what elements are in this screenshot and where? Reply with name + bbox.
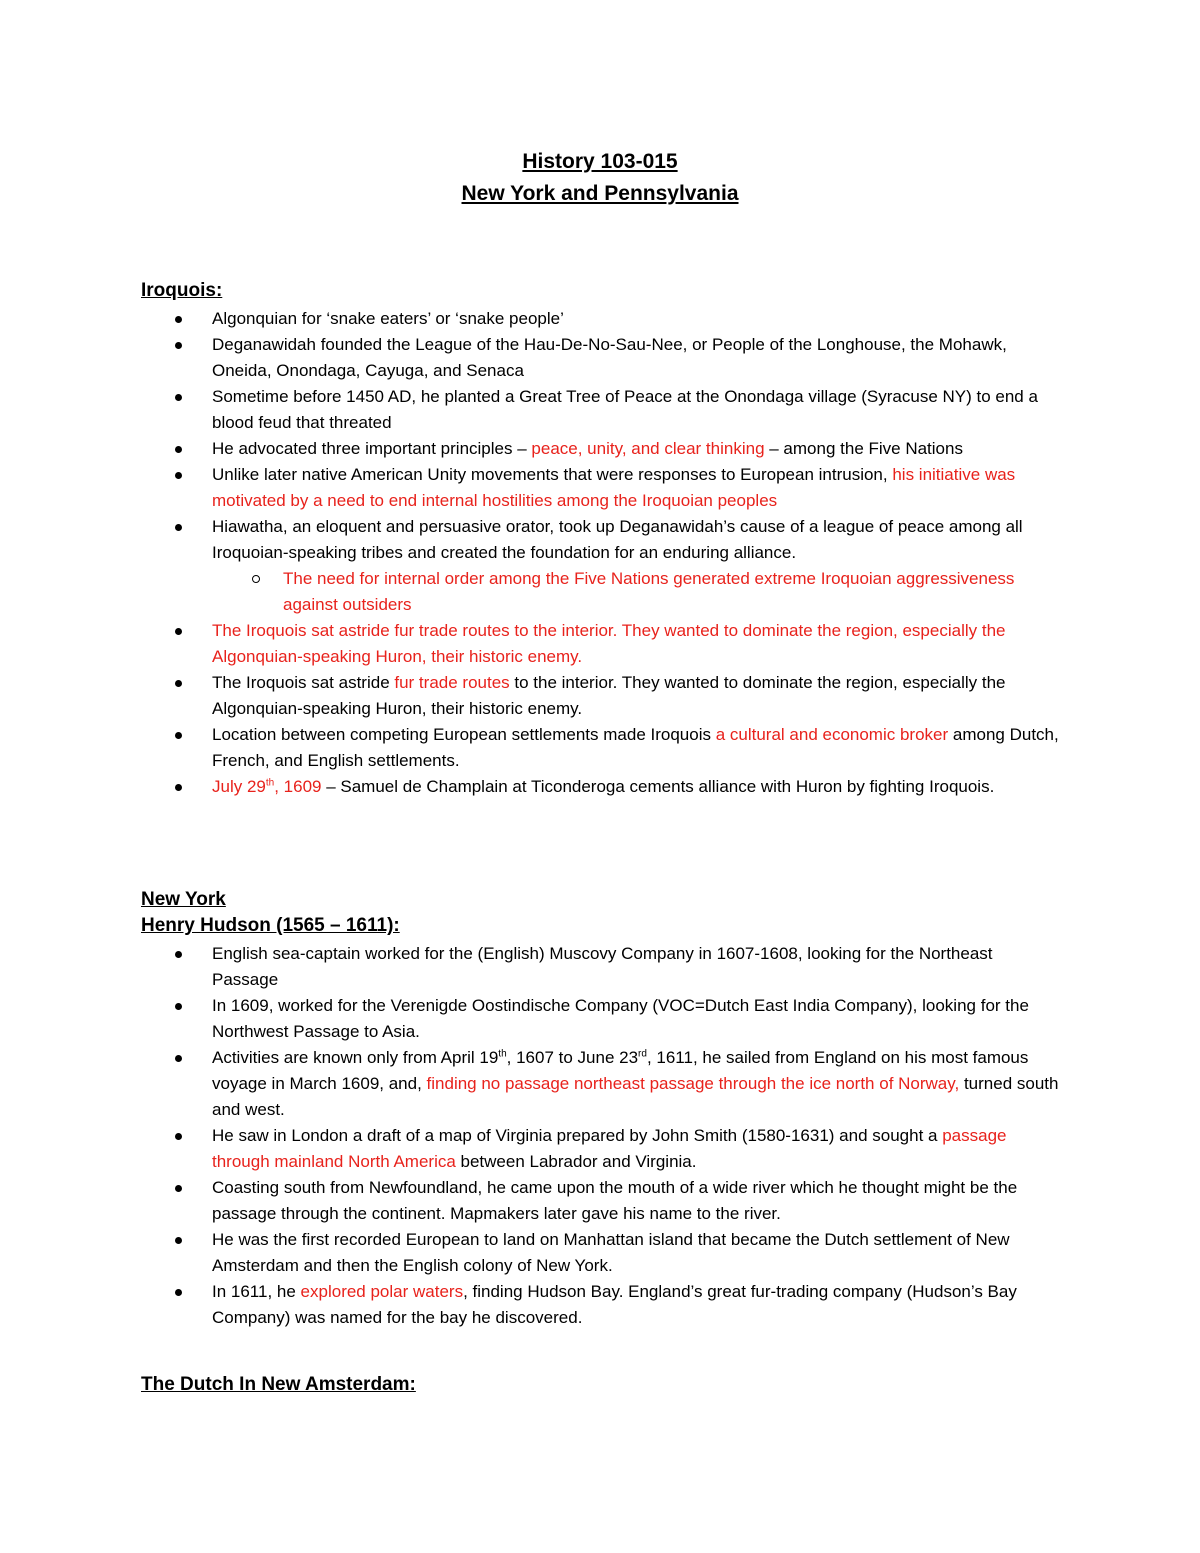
- list-item-text: Algonquian for ‘snake eaters’ or ‘snake people’: [212, 309, 564, 328]
- sub-bullet-icon: [252, 575, 260, 583]
- list-item-text: Sometime before 1450 AD, he planted a Great Tree of Peace at the Onondaga village (Syracuse NY) to end a blood feud that threated: [212, 387, 1038, 432]
- iroquois-section: [141, 278, 1061, 800]
- bullet-icon: [175, 342, 182, 349]
- course-title: History 103-015: [522, 150, 678, 173]
- emphasis-text: finding no passage northeast passage through the ice north of Norway,: [426, 1074, 960, 1093]
- dutch-heading: The Dutch In New Amsterdam:: [141, 1374, 416, 1395]
- list-item: [141, 618, 1061, 670]
- list-item-text: Unlike later native American Unity movements that were responses to European intrusion,: [212, 465, 893, 484]
- list-item-text: Deganawidah founded the League of the Hau-De-No-Sau-Nee, or People of the Longhouse, the Mohawk, Oneida, Onondaga, Cayuga, and Senaca: [212, 335, 1007, 380]
- list-item-text: , 1611, he sailed from England on his most famous voyage in March 1609, and,: [212, 1048, 1029, 1093]
- list-item: [141, 306, 1061, 332]
- list-item: [141, 670, 1061, 722]
- list-item-text: turned south and west.: [212, 1074, 1059, 1119]
- list-item: [141, 1123, 1061, 1175]
- new-york-section: [141, 887, 1061, 1331]
- sub-list-item: [141, 566, 1061, 618]
- emphasis-text: explored polar waters: [300, 1282, 464, 1301]
- bullet-icon: [175, 316, 182, 323]
- list-item-text: , finding Hudson Bay. England’s great fur-trading company (Hudson’s Bay Company) was named for the bay he discovered.: [212, 1282, 1017, 1327]
- list-item-text: to the interior. They wanted to dominate the region, especially the Algonquian-speaking Huron, their historic enemy.: [212, 673, 1006, 718]
- list-item-text: He advocated three important principles –: [212, 439, 532, 458]
- bullet-icon: [175, 446, 182, 453]
- list-item-text: English sea-captain worked for the (English) Muscovy Company in 1607-1608, looking for the Northeast Passage: [212, 944, 993, 989]
- emphasis-text: his initiative was motivated by a need to end internal hostilities among the Iroquoian peoples: [212, 465, 1016, 510]
- emphasis-text: , 1609: [274, 777, 322, 796]
- list-item-text: Location between competing European settlements made Iroquois: [212, 725, 716, 744]
- list-item-text: – among the Five Nations: [764, 439, 963, 458]
- list-item-text: Coasting south from Newfoundland, he came upon the mouth of a wide river which he thought might be the passage through the continent. Mapmakers later gave his name to the river.: [212, 1178, 1018, 1223]
- list-item: [141, 1227, 1061, 1279]
- bullet-icon: [175, 680, 182, 687]
- emphasis-text: passage through mainland North America: [212, 1126, 1007, 1171]
- list-item: [141, 436, 1061, 462]
- list-item: [141, 774, 1061, 800]
- henry-hudson-list: [141, 941, 1061, 1331]
- bullet-icon: [175, 732, 182, 739]
- superscript-text: rd: [638, 1048, 647, 1060]
- bullet-icon: [175, 1237, 182, 1244]
- henry-hudson-heading: Henry Hudson (1565 – 1611):: [141, 915, 400, 936]
- bullet-icon: [175, 628, 182, 635]
- list-item-text: He saw in London a draft of a map of Virginia prepared by John Smith (1580-1631) and sought a: [212, 1126, 943, 1145]
- list-item: [141, 1279, 1061, 1331]
- bullet-icon: [175, 1185, 182, 1192]
- bullet-icon: [175, 1003, 182, 1010]
- bullet-icon: [175, 394, 182, 401]
- bullet-icon: [175, 472, 182, 479]
- list-item: [141, 384, 1061, 436]
- list-item: [141, 1045, 1061, 1123]
- superscript-text: th: [265, 777, 275, 789]
- iroquois-list-continued: [141, 618, 1061, 800]
- list-item: [141, 462, 1061, 514]
- bullet-icon: [175, 1289, 182, 1296]
- list-item-text: – Samuel de Champlain at Ticonderoga cements alliance with Huron by fighting Iroquois.: [321, 777, 995, 796]
- list-item-text: among Dutch, French, and English settlements.: [212, 725, 1059, 770]
- bullet-icon: [175, 1133, 182, 1140]
- superscript-text: th: [498, 1048, 507, 1060]
- list-item: [141, 993, 1061, 1045]
- list-item: [141, 514, 1061, 566]
- emphasis-text: a cultural and economic broker: [715, 725, 949, 744]
- iroquois-sublist: [141, 566, 1061, 618]
- list-item: [141, 1175, 1061, 1227]
- list-item-text: In 1609, worked for the Verenigde Oostindische Company (VOC=Dutch East India Company), looking for the Northwest Passage to Asia.: [212, 996, 1029, 1041]
- emphasis-text: peace, unity, and clear thinking: [531, 439, 765, 458]
- lecture-title: New York and Pennsylvania: [461, 182, 739, 205]
- document-title: [0, 146, 1200, 210]
- bullet-icon: [175, 524, 182, 531]
- list-item-text: Hiawatha, an eloquent and persuasive orator, took up Deganawidah’s cause of a league of peace among all Iroquoian-speaking tribes and created the foundation for an enduring alliance.: [212, 517, 1023, 562]
- list-item-text: between Labrador and Virginia.: [455, 1152, 697, 1171]
- bullet-icon: [175, 1055, 182, 1062]
- bullet-icon: [175, 784, 182, 791]
- dutch-section: [141, 1372, 1061, 1398]
- new-york-heading: New York: [141, 889, 226, 910]
- emphasis-text: The Iroquois sat astride fur trade routes to the interior. They wanted to dominate the region, especially the Algonquian-speaking Huron, their historic enemy.: [212, 621, 1006, 666]
- list-item-text: In 1611, he: [212, 1282, 301, 1301]
- list-item-text: He was the first recorded European to land on Manhattan island that became the Dutch settlement of New Amsterdam and then the English colony of New York.: [212, 1230, 1010, 1275]
- iroquois-list: [141, 306, 1061, 566]
- list-item-text: The Iroquois sat astride: [212, 673, 395, 692]
- emphasis-text: fur trade routes: [394, 673, 510, 692]
- list-item-text: Activities are known only from April 19: [212, 1048, 499, 1067]
- bullet-icon: [175, 951, 182, 958]
- list-item: [141, 941, 1061, 993]
- emphasis-text: July 29: [212, 777, 266, 796]
- list-item-text: , 1607 to June 23: [506, 1048, 639, 1067]
- list-item: [141, 722, 1061, 774]
- list-item: [141, 332, 1061, 384]
- emphasis-text: The need for internal order among the Five Nations generated extreme Iroquoian aggressiveness against outsiders: [283, 569, 1015, 614]
- iroquois-heading: Iroquois:: [141, 280, 223, 301]
